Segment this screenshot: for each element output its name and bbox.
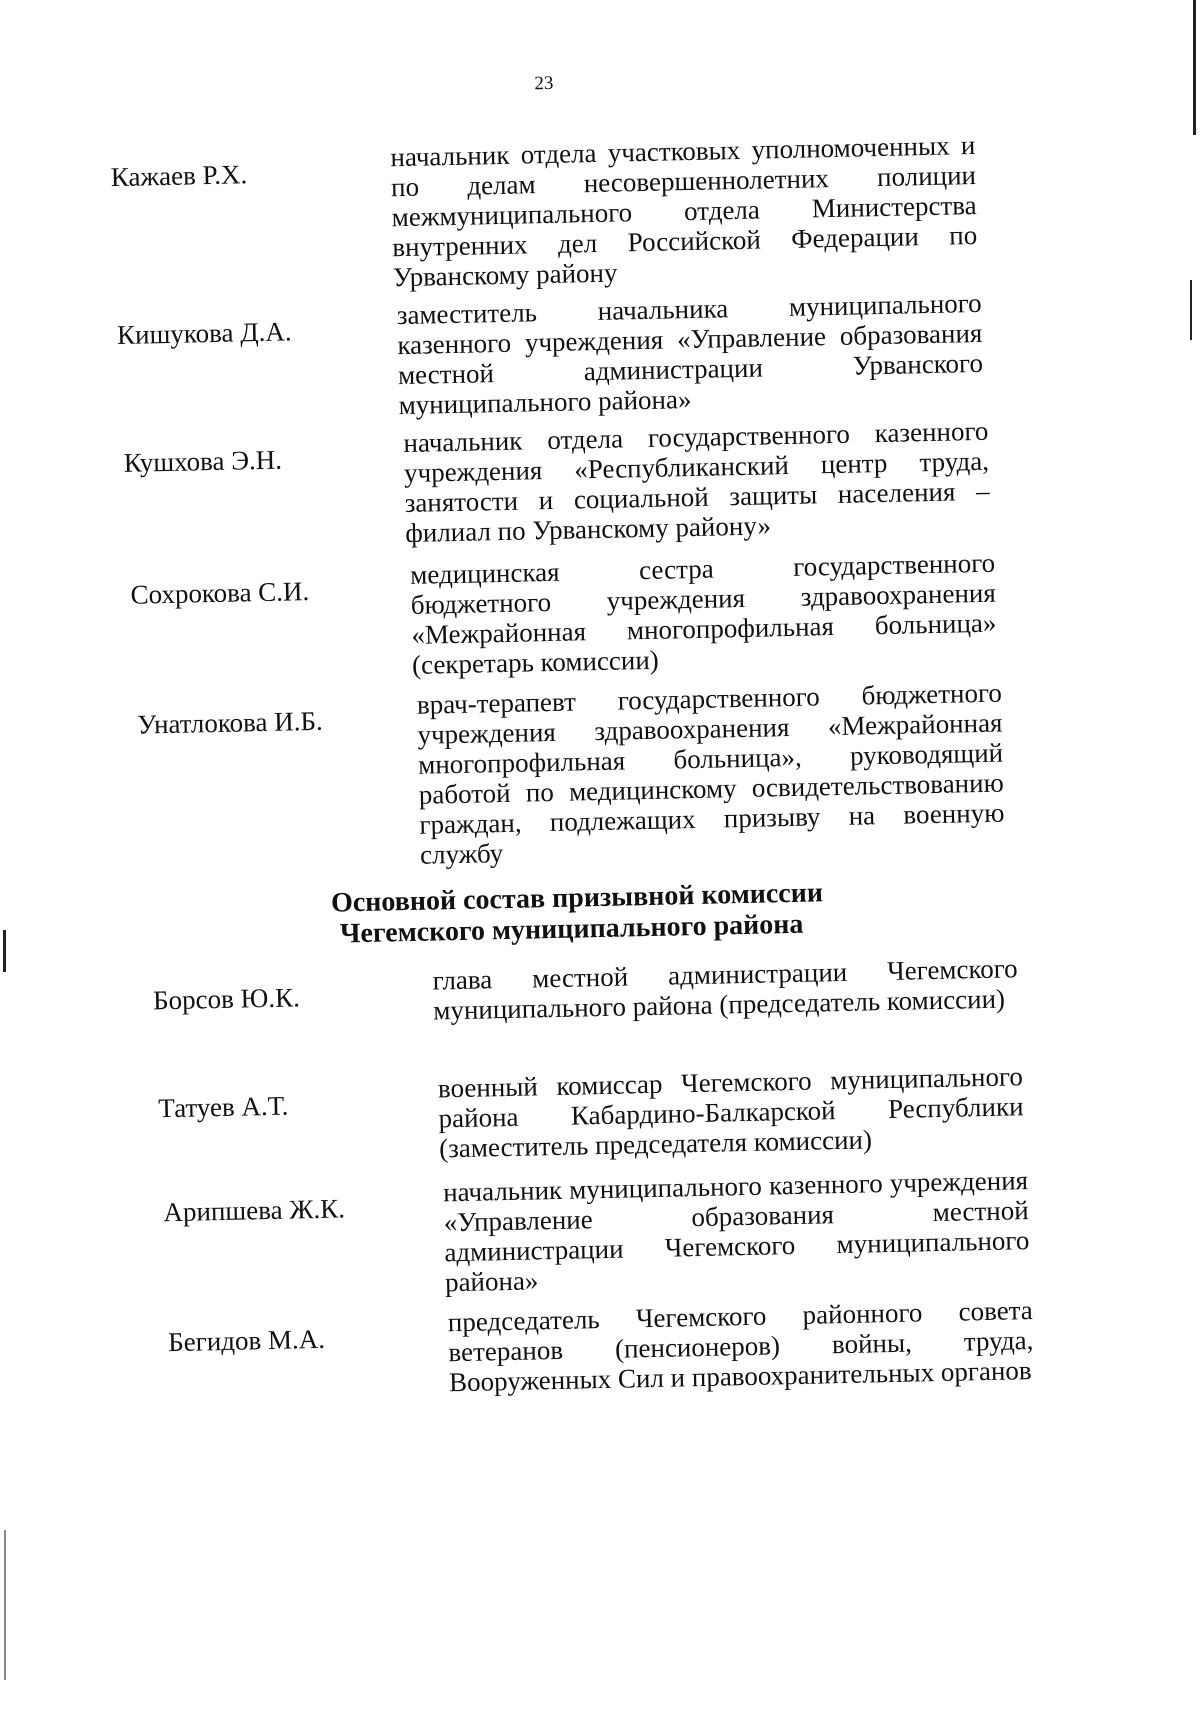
member-description: начальник муниципального казенного учреждения «Управление образования местной администрации Чегемского муниципального района» [442, 1165, 1030, 1298]
member-name: Кажаев Р.Х. [110, 159, 248, 193]
member-description: медицинская сестра государственного бюджетного учреждения здравоохранения «Межрайонная многопрофильная больница» (секретарь комиссии) [409, 547, 997, 680]
member-description: военный комиссар Чегемского муниципального района Кабардино-Балкарской Республики (заместитель председателя комиссии) [437, 1061, 1024, 1164]
member-name: Арипшева Ж.К. [163, 1193, 346, 1228]
member-entry [163, 1165, 1030, 1303]
member-name: Борсов Ю.К. [152, 982, 301, 1016]
member-name: Татуев А.Т. [157, 1090, 289, 1124]
member-name: Унатлокова И.Б. [136, 705, 324, 740]
member-entry [110, 130, 978, 298]
member-entry [123, 416, 990, 554]
member-name: Бегидов М.А. [167, 1323, 326, 1358]
member-entry [130, 548, 997, 686]
section-title [330, 877, 824, 950]
scan-edge-mark [4, 1530, 6, 1680]
member-name: Кишукова Д.А. [116, 316, 292, 350]
member-description: начальник отдела государственного казенного учреждения «Республиканский центр труда, занятости и социальной защиты населения – филиал по Урванскому району» [403, 415, 990, 549]
member-entry [137, 678, 1006, 876]
member-entry [117, 288, 984, 426]
member-entry [158, 1061, 1025, 1169]
member-description: председатель Чегемского районного совета ветеранов (пенсионеров) войны, труда, Вооруженных Сил и правоохранительных органов [447, 1295, 1034, 1398]
scan-edge-mark [1190, 280, 1192, 340]
member-description: заместитель начальника муниципального казенного учреждения «Управление образования местной администрации Урванского муниципального района» [396, 287, 984, 421]
member-description: врач-терапевт государственного бюджетного учреждения здравоохранения «Межрайонная многопрофильная больница», руководящий работой по медицинскому освидетельствованию граждан, подлежащих призыву на военную службу [416, 677, 1005, 870]
scan-edge-mark [3, 930, 6, 972]
section-title-line: Основной состав призывной комиссии [330, 877, 824, 919]
member-description: начальник отдела участковых уполномоченных и по делам несовершеннолетних полиции межмуниципального отдела Министерства внутренних дел Российской Федерации по Урванскому району [390, 129, 978, 293]
section-title-line: Чегемского муниципального района [339, 908, 804, 950]
scan-edge-mark [1193, 0, 1196, 135]
member-entry [168, 1295, 1035, 1403]
member-entry [152, 953, 1018, 1031]
page-number: 23 [534, 72, 554, 95]
member-name: Кушхова Э.Н. [123, 444, 283, 478]
member-name: Сохрокова С.И. [130, 576, 310, 610]
member-description: глава местной администрации Чегемского муниципального района (председатель комиссии) [432, 953, 1018, 1026]
